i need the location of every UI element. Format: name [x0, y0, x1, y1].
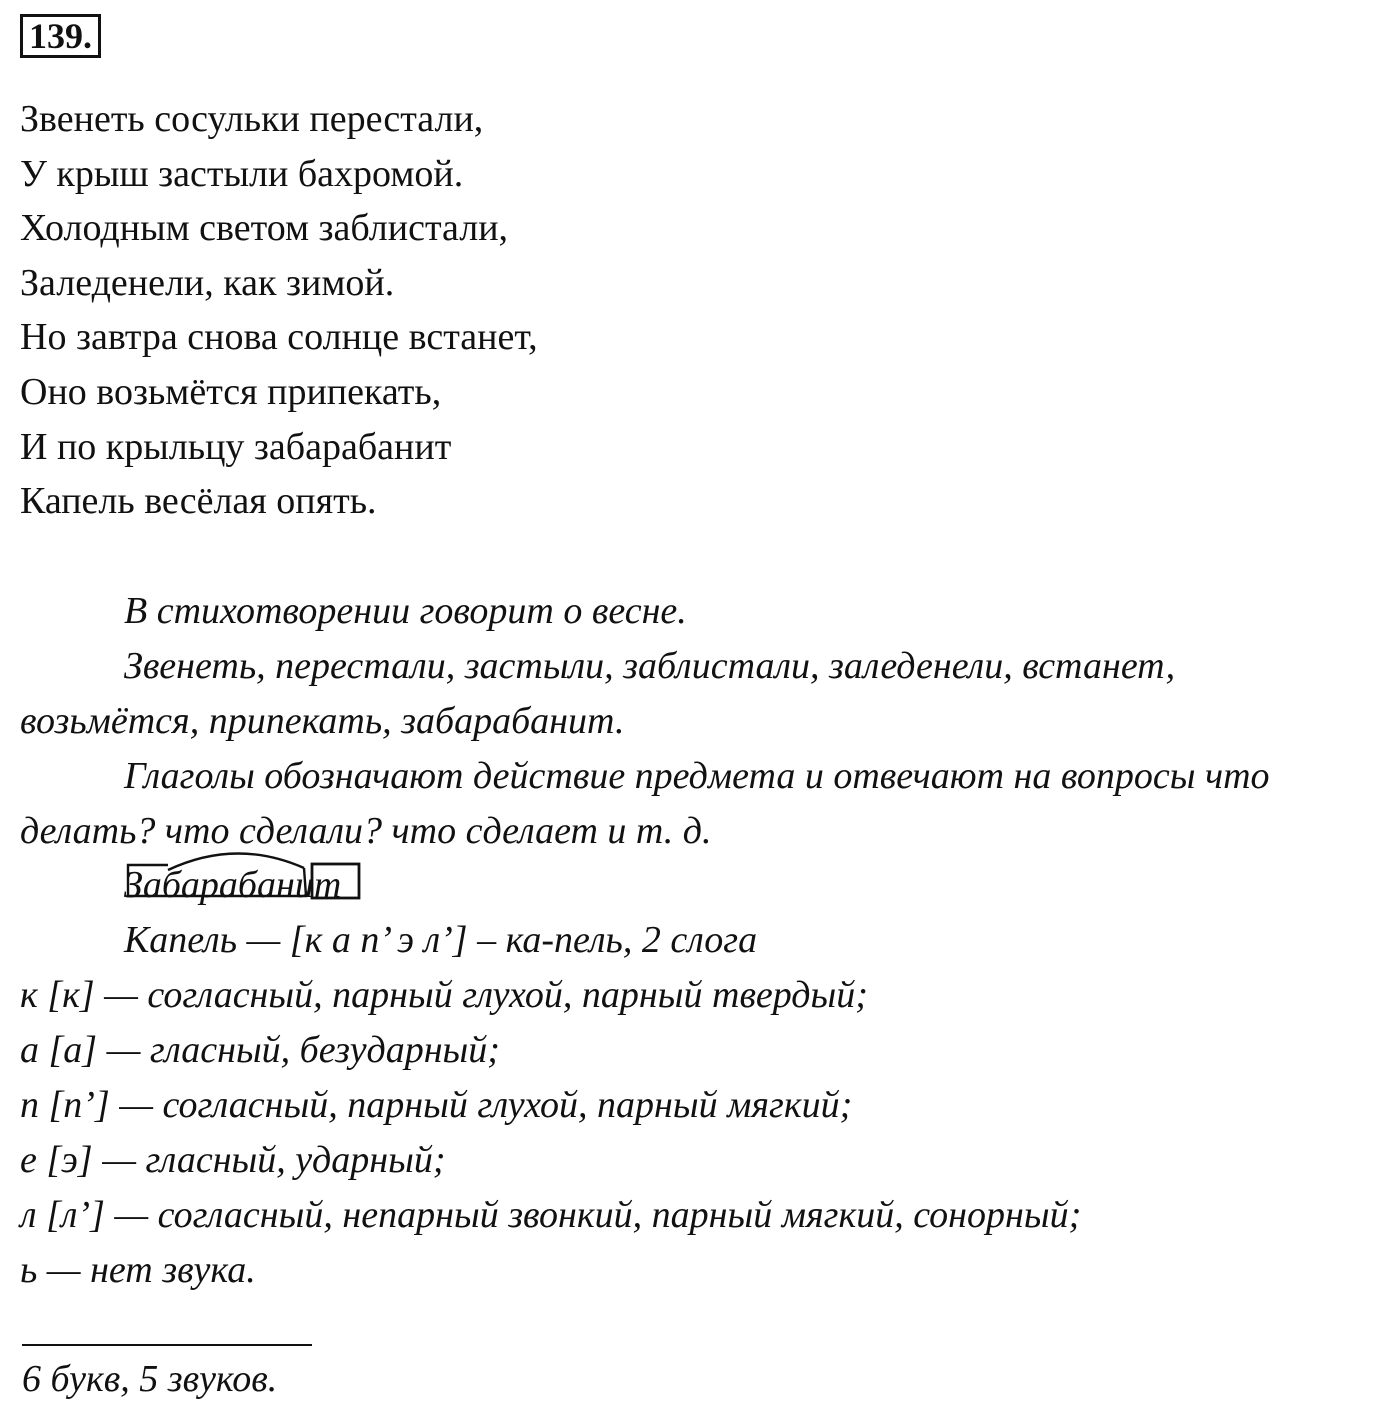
answer-topic: В стихотворении говорит о весне.	[124, 590, 687, 632]
morph-word: Забарабанит	[124, 864, 342, 907]
poem-line: Капель весёлая опять.	[20, 480, 377, 523]
poem-line: И по крыльцу забарабанит	[20, 425, 452, 468]
morpheme-analysis	[20, 858, 341, 913]
phonetic-row: к [к] — согласный, парный глухой, парный твердый;	[20, 974, 868, 1017]
poem-line: Оно возьмётся припекать,	[20, 370, 442, 413]
poem-line: Но завтра снова солнце встанет,	[20, 316, 538, 359]
verb-definition-line: Глаголы обозначают действие предмета и отвечают на вопросы что	[124, 754, 1270, 797]
poem	[20, 92, 538, 529]
verb-definition-line: делать? что сделали? что сделает и т. д.	[20, 809, 712, 852]
phonetic-header: Капель — [к а п’ э л’] – ка-пель, 2 слога	[124, 919, 758, 962]
poem-line: Холодным светом заблистали,	[20, 207, 509, 250]
phonetic-row: е [э] — гласный, ударный;	[20, 1138, 446, 1181]
phonetic-row: а [а] — гласный, безударный;	[20, 1029, 500, 1072]
poem-line: У крыш застыли бахромой.	[20, 152, 464, 195]
verbs-list-line: возьмётся, припекать, забарабанит.	[20, 699, 625, 742]
verbs-list-line: Звенеть, перестали, застыли, заблистали, заледенели, встанет,	[124, 644, 1176, 687]
root-arc	[168, 854, 304, 871]
phonetic-row: ь — нет звука.	[20, 1248, 256, 1291]
answer-block	[20, 584, 1395, 1298]
exercise-number-box: 139.	[20, 14, 101, 58]
poem-line: Заледенели, как зимой.	[20, 261, 395, 304]
morpheme-marks	[124, 852, 364, 912]
exercise-number	[20, 14, 101, 58]
ending-box	[312, 864, 359, 898]
poem-line: Звенеть сосульки перестали,	[20, 98, 484, 140]
stem-bracket	[128, 865, 168, 886]
phonetic-row: п [п’] — согласный, парный глухой, парный мягкий;	[20, 1084, 853, 1127]
footnote: 6 букв, 5 звуков.	[22, 1358, 278, 1400]
phonetic-row: л [л’] — согласный, непарный звонкий, парный мягкий, сонорный;	[20, 1193, 1082, 1236]
stem-bracket-end	[128, 868, 306, 896]
footnote-divider	[22, 1344, 312, 1346]
